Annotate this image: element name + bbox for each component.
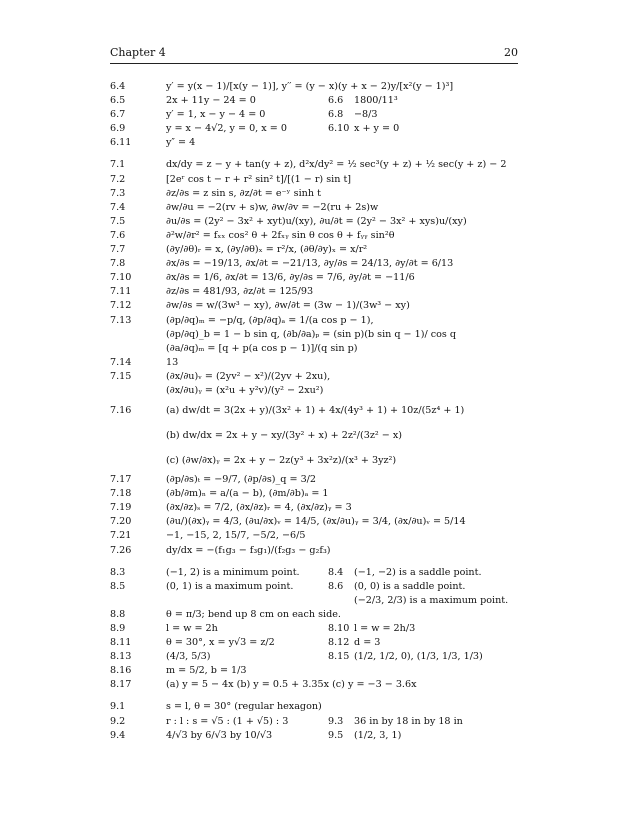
problem-number: 7.10 [110,272,132,284]
answer-text-right: d = 3 [354,637,381,649]
answer-text: 2x + 11y − 24 = 0 [166,95,256,107]
answer-row [110,423,530,448]
answer-row [110,122,530,136]
answer-row [110,136,530,150]
problem-number-right: 6.6 [328,95,344,107]
answer-text: ∂w/∂u = −2(rv + s)w, ∂w/∂v = −2(ru + 2s)w [166,201,379,213]
answer-text: (∂a/∂q)ₘ = [q + p(a cos p − 1)]/(q sin p) [166,342,358,354]
answer-row [110,678,530,692]
answer-row [110,94,530,108]
answer-text: ∂w/∂s = w/(3w³ − xy), ∂w/∂t = (3w − 1)/(3w³ − xy) [166,300,410,312]
answer-row [110,257,530,271]
answer-text: θ = 30°, x = y√3 = z/2 [166,637,275,649]
answer-text: (∂p/∂q)ₘ = −p/q, (∂p/∂q)ₐ = 1/(a cos p − 1), [166,314,374,326]
answer-text: ∂²w/∂r² = fₓₓ cos² θ + 2fₓᵧ sin θ cos θ + fᵧᵧ sin²θ [166,229,395,241]
answer-row [110,664,530,678]
answer-text: s = l, θ = 30° (regular hexagon) [166,701,322,713]
answer-row [110,384,530,398]
problem-number: 7.12 [110,300,132,312]
answer-text-right: l = w = 2h/3 [354,623,416,634]
answer-row [110,700,530,714]
problem-number: 7.11 [110,286,132,298]
answer-row [110,501,530,515]
answer-text: y″ = 4 [166,137,196,149]
problem-number: 9.4 [110,729,126,741]
answer-text: ∂z/∂s = 481/93, ∂z/∂t = 125/93 [166,286,314,298]
header-rule [110,63,518,64]
answer-text: y = x − 4√2, y = 0, x = 0 [166,123,287,135]
answer-row [110,370,530,384]
problem-number: 7.19 [110,502,132,514]
answer-text: (∂p/∂q)_b = 1 − b sin q, (∂b/∂a)ₚ = (sin p)(b sin q − 1)/ cos q [166,328,457,340]
problem-number-right: 6.8 [328,109,344,121]
answer-text: (0, 1) is a maximum point. [166,580,294,592]
problem-number: 7.14 [110,356,132,368]
problem-number: 6.9 [110,123,126,135]
answer-row [110,580,530,594]
answer-row [110,608,530,622]
answer-text: θ = π/3; bend up 8 cm on each side. [166,608,341,620]
answer-row [110,448,530,473]
answer-row [110,622,530,636]
answer-row [110,398,530,423]
answer-row [110,636,530,650]
answer-row [110,328,530,342]
problem-number: 7.6 [110,229,126,241]
answer-row [110,342,530,356]
problem-number: 7.3 [110,187,126,199]
answer-row [110,285,530,299]
problem-number: 7.5 [110,215,126,227]
answer-row [110,108,530,122]
answer-row [110,243,530,257]
answer-text-right: x + y = 0 [354,123,400,135]
answer-row [110,201,530,215]
problem-number: 8.3 [110,566,126,578]
problem-number-right: 8.6 [328,580,344,592]
chapter-title: Chapter 4 [110,46,166,59]
answer-text: (a) dw/dt = 3(2x + y)/(3x² + 1) + 4x/(4y³ + 1) + 10z/(5z⁴ + 1) [166,405,465,417]
answer-row [110,299,530,313]
problem-number: 7.4 [110,201,126,213]
problem-number: 7.13 [110,314,132,326]
problem-number: 8.11 [110,637,132,649]
answer-text: ∂x/∂s = 1/6, ∂x/∂t = 13/6, ∂y/∂s = 7/6, ∂y/∂t = −11/6 [166,272,415,284]
problem-number: 8.9 [110,623,126,634]
answer-text: (∂x/∂u)ᵥ = (2yv² − x²)/(2yv + 2xu), [166,370,331,382]
answer-text: 13 [166,356,179,368]
problem-number: 8.8 [110,608,126,620]
problem-number: 7.7 [110,244,126,256]
answer-text-right: (1/2, 3, 1) [354,729,402,741]
problem-number: 7.1 [110,159,126,171]
answer-row [110,187,530,201]
answer-text: (∂u/)(∂x)ᵧ = 4/3, (∂u/∂x)ᵥ = 14/5, (∂x/∂u)ᵧ = 3/4, (∂x/∂u)ᵥ = 5/14 [166,516,466,528]
section-gap [110,558,530,566]
problem-number: 9.2 [110,715,126,727]
answer-row [110,544,530,558]
answer-text: (b) dw/dx = 2x + y − xy/(3y² + x) + 2z²/(3z² − x) [166,430,403,442]
problem-number: 8.17 [110,679,132,691]
problem-number-right: 9.3 [328,715,344,727]
answer-text: m = 5/2, b = 1/3 [166,665,247,677]
answer-row [110,229,530,243]
problem-number: 8.16 [110,665,132,677]
answer-row [110,215,530,229]
answer-row [110,515,530,529]
answer-text: −1, −15, 2, 15/7, −5/2, −6/5 [166,530,306,542]
problem-number: 7.15 [110,370,132,382]
answer-text-right: (1/2, 1/2, 0), (1/3, 1/3, 1/3) [354,651,483,663]
problem-number-right: 8.15 [328,651,350,663]
answer-text-right: −8/3 [354,109,378,121]
answer-text: y′ = y(x − 1)/[x(y − 1)], y′′ = (y − x)(y + x − 2)y/[x²(y − 1)³] [166,81,454,92]
answer-row [110,594,530,608]
problem-number-right: 6.10 [328,123,350,135]
answer-text: (∂x/∂z)ₛ = 7/2, (∂x/∂z)ᵣ = 4, (∂x/∂z)ᵧ = 3 [166,502,352,514]
answer-text-right: (−2/3, 2/3) is a maximum point. [354,594,509,606]
problem-number-right: 8.4 [328,566,344,578]
answer-text: (∂p/∂s)ₜ = −9/7, (∂p/∂s)_q = 3/2 [166,474,317,486]
answer-text: (∂x/∂u)ᵧ = (x²u + y²v)/(y² − 2xu²) [166,384,324,396]
answer-text: ∂u/∂s = (2y² − 3x² + xyt)u/(xy), ∂u/∂t = (2y² − 3x² + xys)u/(xy) [166,215,467,227]
answer-list [110,80,530,743]
problem-number: 6.5 [110,95,126,107]
answer-row [110,356,530,370]
answer-text: (∂b/∂m)ₙ = a/(a − b), (∂m/∂b)ₐ = 1 [166,488,329,500]
answer-text: dx/dy = z − y + tan(y + z), d²x/dy² = ½ sec³(y + z) + ½ sec(y + z) − 2 [166,159,507,171]
answer-text-right: (0, 0) is a saddle point. [354,580,466,592]
answer-text: dy/dx = −(f₁g₃ − f₃g₁)/(f₂g₃ − g₂f₃) [166,544,331,556]
problem-number: 7.21 [110,530,132,542]
answer-row [110,529,530,543]
problem-number: 7.26 [110,544,132,556]
answer-text: 4/√3 by 6/√3 by 10/√3 [166,729,273,741]
problem-number: 7.2 [110,173,126,185]
answer-row [110,314,530,328]
problem-number: 6.7 [110,109,126,121]
problem-number: 7.8 [110,258,126,270]
answer-row [110,80,530,94]
answer-text-right: (−1, −2) is a saddle point. [354,566,482,578]
answer-row [110,650,530,664]
problem-number: 7.20 [110,516,132,528]
section-gap [110,150,530,158]
answer-text: (∂y/∂θ)ᵣ = x, (∂y/∂θ)ₓ = r²/x, (∂θ/∂y)ₓ = x/r² [166,244,368,256]
answer-row [110,729,530,743]
problem-number-right: 9.5 [328,729,344,741]
problem-number: 7.16 [110,405,132,417]
page-number: 20 [504,46,518,59]
problem-number-right: 8.12 [328,637,350,649]
answer-text-right: 1800/11³ [354,95,398,107]
problem-number: 6.4 [110,81,126,92]
answer-text: r : l : s = √5 : (1 + √5) : 3 [166,715,289,727]
answer-text: l = w = 2h [166,623,218,634]
answer-text: (c) (∂w/∂x)ᵧ = 2x + y − 2z(y³ + 3x²z)/(x³ + 3yz²) [166,455,397,467]
answer-row [110,715,530,729]
answer-row [110,566,530,580]
problem-number: 7.17 [110,474,132,486]
problem-number: 8.5 [110,580,126,592]
problem-number: 7.18 [110,488,132,500]
answer-text-right: 36 in by 18 in by 18 in [354,715,463,727]
problem-number: 9.1 [110,701,126,713]
answer-row [110,158,530,172]
answer-text: [2eʳ cos t − r + r² sin² t]/[(1 − r) sin t] [166,173,352,185]
answer-text: (a) y = 5 − 4x (b) y = 0.5 + 3.35x (c) y = −3 − 3.6x [166,679,417,691]
answer-text: (−1, 2) is a minimum point. [166,566,300,578]
answer-row [110,173,530,187]
problem-number: 6.11 [110,137,132,149]
answer-text: (4/3, 5/3) [166,651,211,663]
answer-text: y′ = 1, x − y − 4 = 0 [166,109,266,121]
problem-number: 8.13 [110,651,132,663]
answer-text: ∂z/∂s = z sin s, ∂z/∂t = e⁻ʸ sinh t [166,187,321,199]
section-gap [110,692,530,700]
page-header [110,46,518,62]
answer-text: ∂x/∂s = −19/13, ∂x/∂t = −21/13, ∂y/∂s = 24/13, ∂y/∂t = 6/13 [166,258,454,270]
answer-row [110,473,530,487]
answer-row [110,487,530,501]
answer-row [110,271,530,285]
problem-number-right: 8.10 [328,623,350,634]
